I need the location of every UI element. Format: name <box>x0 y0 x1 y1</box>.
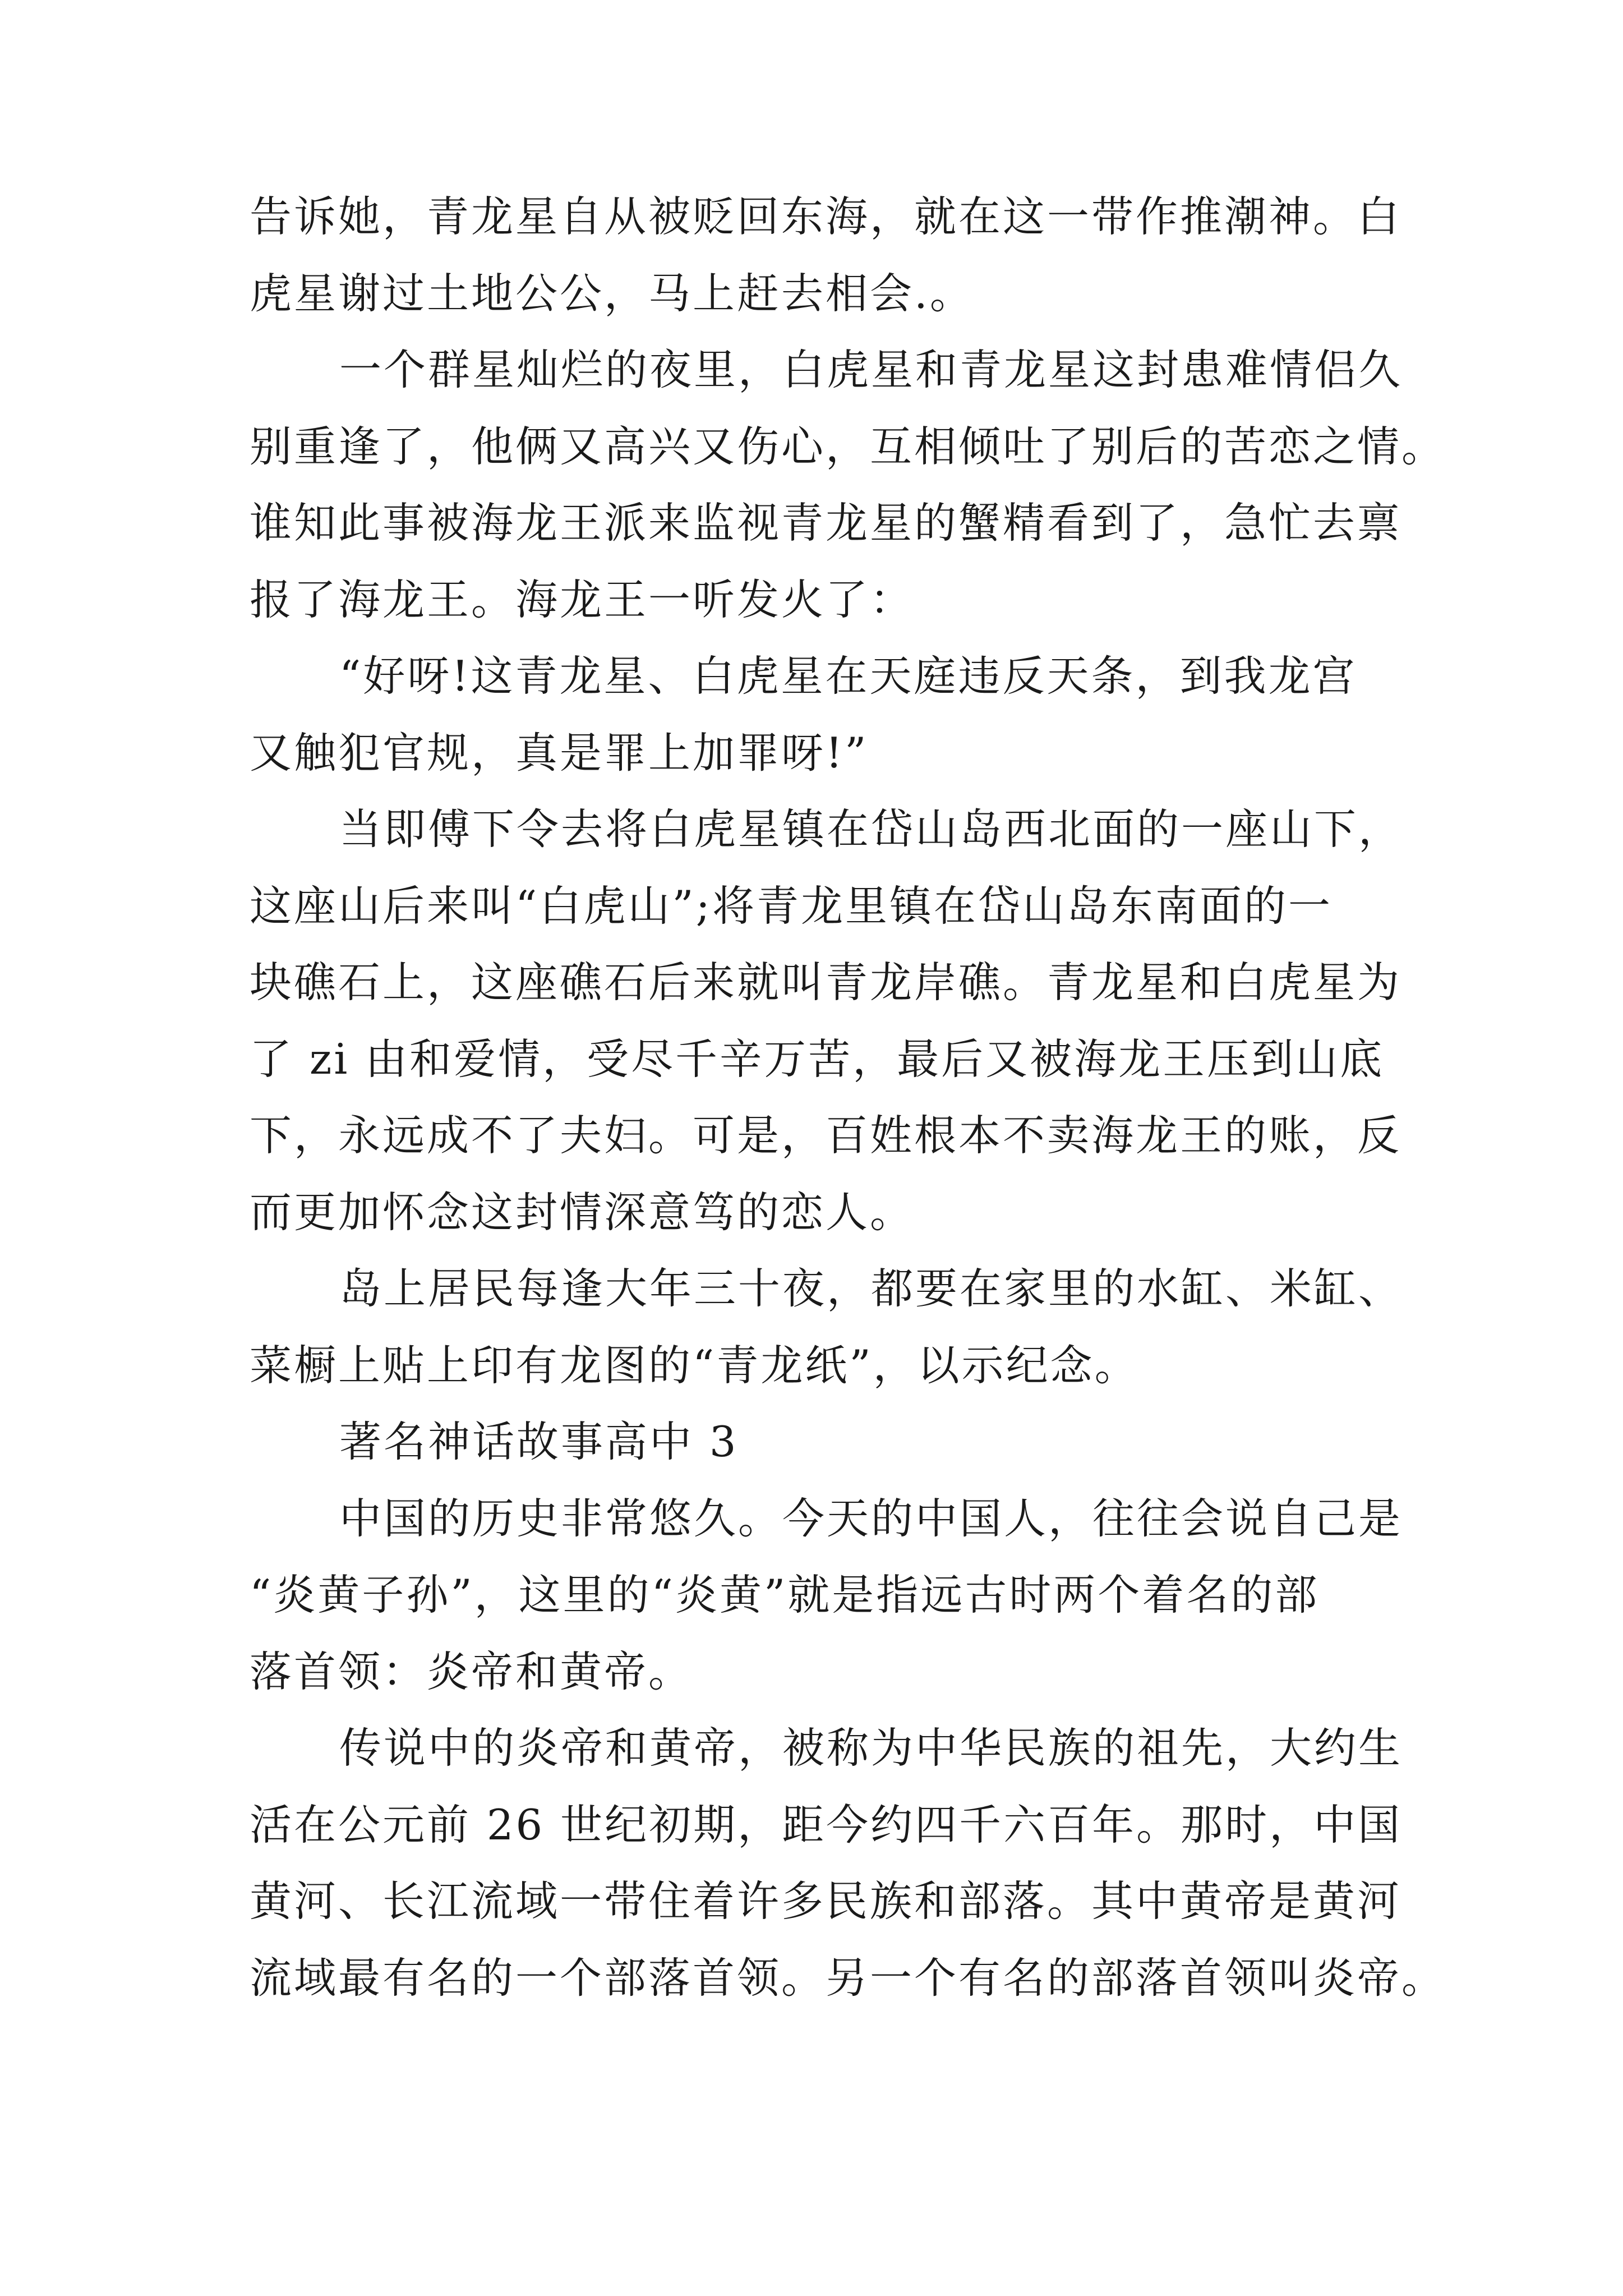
text-line: “好呀!这青龙星、白虎星在天庭违反天条，到我龙宫 <box>339 651 1357 701</box>
section-heading <box>250 1404 1377 1480</box>
paragraph <box>250 791 1403 1250</box>
paragraph <box>250 638 1377 791</box>
text-line: 别重逢了，他俩又高兴又伤心，互相倾吐了别后的苦恋之情。 <box>250 421 1446 471</box>
body-text <box>250 178 1446 2016</box>
paragraph <box>250 1710 1446 2016</box>
paragraph <box>250 1480 1403 1710</box>
text-line: 中国的历史非常悠久。今天的中国人，往往会说自己是 <box>339 1493 1403 1543</box>
text-line: 活在公元前 26 世纪初期，距今约四千六百年。那时，中国 <box>250 1800 1403 1849</box>
text-line: 当即傅下令去将白虎星镇在岱山岛西北面的一座山下， <box>339 804 1403 854</box>
text-line: 又触犯官规，真是罪上加罪呀!” <box>250 728 869 777</box>
text-line: 流域最有名的一个部落首领。另一个有名的部落首领叫炎帝。 <box>250 1953 1446 2003</box>
text-line: 一个群星灿烂的夜里，白虎星和青龙星这封患难情侣久 <box>339 345 1403 394</box>
text-line: 落首领：炎帝和黄帝。 <box>250 1646 693 1696</box>
section-heading-text: 著名神话故事高中 3 <box>339 1417 739 1466</box>
text-line: 虎星谢过土地公公，马上赶去相会.。 <box>250 268 974 318</box>
text-line: 这座山后来叫“白虎山”;将青龙里镇在岱山岛东南面的一 <box>250 881 1332 931</box>
text-line: 告诉她，青龙星自从被贬回东海，就在这一带作推潮神。白 <box>250 192 1402 241</box>
paragraph <box>250 332 1446 638</box>
text-line: 传说中的炎帝和黄帝，被称为中华民族的祖先，大约生 <box>339 1723 1403 1773</box>
text-line: 报了海龙王。海龙王一听发火了： <box>250 574 915 624</box>
text-line: 黄河、长江流域一带住着许多民族和部落。其中黄帝是黄河 <box>250 1876 1402 1926</box>
text-line: “炎黄子孙”，这里的“炎黄”就是指远古时两个着名的部 <box>250 1570 1320 1619</box>
text-line: 谁知此事被海龙王派来监视青龙星的蟹精看到了，急忙去禀 <box>250 498 1402 547</box>
text-line: 菜橱上贴上印有龙图的“青龙纸”，以示纪念。 <box>250 1340 1139 1390</box>
text-line: 下，永远成不了夫妇。可是，百姓根本不卖海龙王的账，反 <box>250 1111 1402 1160</box>
paragraph <box>250 178 1402 332</box>
text-line: 岛上居民每逢大年三十夜，都要在家里的水缸、米缸、 <box>339 1264 1403 1313</box>
text-line: 块礁石上，这座礁石后来就叫青龙岸礁。青龙星和白虎星为 <box>250 958 1402 1007</box>
text-line: 而更加怀念这封情深意笃的恋人。 <box>250 1187 915 1237</box>
text-line: 了 zi 由和爱情，受尽千辛万苦，最后又被海龙王压到山底 <box>250 1034 1385 1084</box>
paragraph <box>250 1250 1403 1404</box>
